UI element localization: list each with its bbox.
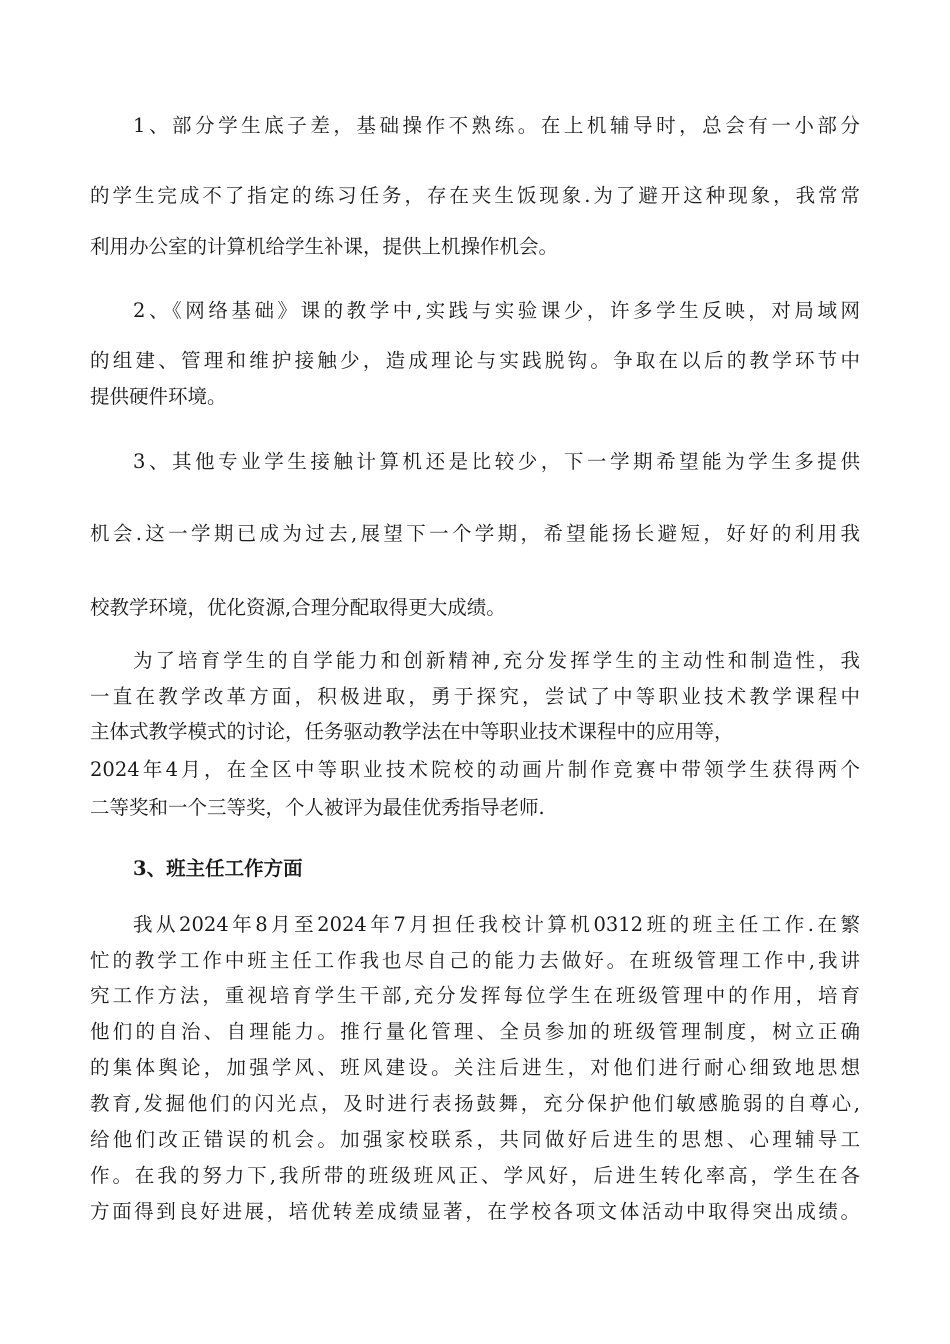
paragraph-line: 2、《网络基础》课的教学中,实践与实验课少，许多学生反映，对局域网 xyxy=(133,299,860,322)
paragraph-line: 的组建、管理和维护接触少，造成理论与实践脱钩。争取在以后的教学环节中 xyxy=(90,349,860,372)
paragraph-line: 利用办公室的计算机给学生补课，提供上机操作机会。 xyxy=(90,235,559,258)
paragraph-line: 2024年4月，在全区中等职业技术院校的动画片制作竞赛中带领学生获得两个 xyxy=(90,758,860,781)
section-heading: 3、班主任工作方面 xyxy=(133,857,303,880)
paragraph-line: 给他们改正错误的机会。加强家校联系，共同做好后进生的思想、心理辅导工 xyxy=(90,1128,860,1151)
paragraph-line: 一直在教学改革方面，积极进取，勇于探究，尝试了中等职业技术教学课程中 xyxy=(90,685,860,708)
paragraph-line: 1、部分学生底子差，基础操作不熟练。在上机辅导时，总会有一小部分 xyxy=(133,114,860,137)
paragraph-line: 的学生完成不了指定的练习任务，存在夹生饭现象.为了避开这种现象，我常常 xyxy=(90,184,860,207)
paragraph-line: 主体式教学模式的讨论，任务驱动教学法在中等职业技术课程中的应用等， xyxy=(90,720,734,743)
paragraph-line: 我从2024年8月至2024年7月担任我校计算机0312班的班主任工作.在繁 xyxy=(133,913,860,936)
paragraph-line: 二等奖和一个三等奖，个人被评为最佳优秀指导老师. xyxy=(90,796,545,819)
paragraph-line: 教育,发掘他们的闪光点，及时进行表扬鼓舞，充分保护他们敏感脆弱的自尊心, xyxy=(90,1092,860,1115)
paragraph-line: 他们的自治、自理能力。推行量化管理、全员参加的班级管理制度，树立正确 xyxy=(90,1020,860,1043)
paragraph-line: 的集体舆论，加强学风、班风建设。关注后进生，对他们进行耐心细致地思想 xyxy=(90,1056,860,1079)
paragraph-line: 校教学环境，优化资源,合理分配取得更大成绩。 xyxy=(90,596,506,619)
paragraph-line: 方面得到良好进展，培优转差成绩显著，在学校各项文体活动中取得突出成绩。 xyxy=(90,1200,860,1223)
paragraph-line: 作。在我的努力下,我所带的班级班风正、学风好，后进生转化率高，学生在各 xyxy=(90,1164,860,1187)
paragraph-line: 机会.这一学期已成为过去,展望下一个学期，希望能扬长避短，好好的利用我 xyxy=(90,522,860,545)
paragraph-line: 3、其他专业学生接触计算机还是比较少，下一学期希望能为学生多提供 xyxy=(133,450,860,473)
paragraph-line: 究工作方法，重视培育学生干部,充分发挥每位学生在班级管理中的作用，培育 xyxy=(90,984,860,1007)
paragraph-line: 提供硬件环境。 xyxy=(90,385,227,408)
paragraph-line: 为了培育学生的自学能力和创新精神,充分发挥学生的主动性和制造性，我 xyxy=(133,649,860,672)
paragraph-line: 忙的教学工作中班主任工作我也尽自己的能力去做好。在班级管理工作中,我讲 xyxy=(90,949,860,972)
